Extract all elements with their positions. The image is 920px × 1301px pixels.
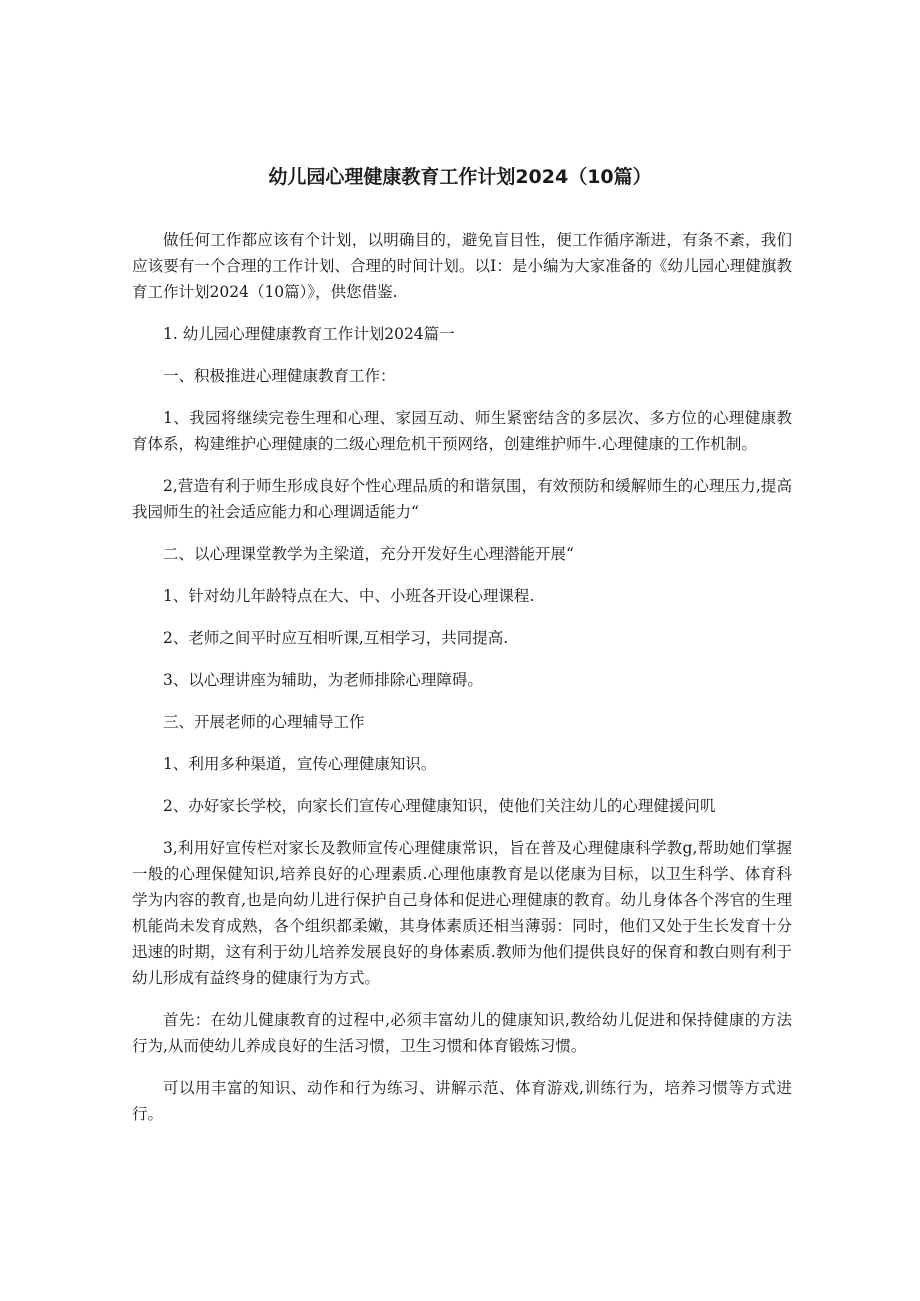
paragraph: 1、利用多种渠道，宣传心理健康知识。: [163, 755, 437, 773]
paragraph: 1、针对幼儿年龄特点在大、中、小班各开设心理课程.: [163, 587, 535, 605]
paragraph: 3、以心理讲座为辅助，为老师排除心理障碍。: [163, 671, 483, 689]
paragraph: 2、老师之间平时应互相听课,互相学习，共同提高.: [163, 629, 509, 647]
intro-paragraph: 做任何工作都应该有个计划，以明确目的，避免盲目性，便工作循序渐进，有条不紊，我们应该要有一个合理的工作计划、合理的时间计划。以I：是小编为大家准备的《幼儿园心理健旗教育工作计划2024（10篇）》，供您借鉴.: [132, 231, 792, 301]
section-heading: 1. 幼儿园心理健康教育工作计划2024篇一: [163, 325, 455, 343]
subheading: 三、开展老师的心理辅导工作: [163, 713, 365, 731]
paragraph: 2,营造有利于师生形成良好个性心理品质的和谐氛围，有效预防和缓解师生的心理压力,提高我园师生的社会适应能力和心理调适能力“: [132, 477, 792, 521]
subheading: 一、积极推进心理健康教育工作：: [163, 367, 396, 385]
document-body: [132, 227, 792, 1143]
paragraph: 2、办好家长学校，向家长们宣传心理健康知识，使他们关注幼儿的心理健援问叽: [163, 797, 716, 815]
subheading: 二、以心理课堂教学为主梁道，充分开发好生心理潜能开展“: [163, 545, 574, 563]
paragraph: 3,利用好宣传栏对家长及教师宣传心理健康常识，旨在普及心理健康科学教g,帮助她们掌握一般的心理保健知识,培养良好的心理素质.心理他康教育是以佬康为目标，以卫生科学、体育科学为内容的教育,也是向幼儿进行保护自己身体和促进心理健康的教育。幼儿身体各个涔官的生理机能尚未发育成熟，各个组织都柔嫩，其身体素质还相当薄弱：同时，他们又处于生长发育十分迅速的时期，这有利于幼儿培养发展良好的身体素质.教师为他们提供良好的保育和教白则有利于幼儿形成有益终身的健康行为方式。: [132, 839, 792, 987]
paragraph: 1、我园将继续完卷生理和心理、家园互动、师生紧密结含的多层次、多方位的心理健康教育体系，构建维护心理健康的二级心理危机干预网络，创建维护师牛.心理健康的工作机制。: [132, 409, 792, 453]
document-title: 幼儿园心理健康教育工作计划2024（10篇）: [268, 166, 652, 188]
paragraph: 可以用丰富的知识、动作和行为练习、讲解示范、体育游戏,训练行为，培养习惯等方式进行。: [132, 1079, 792, 1123]
paragraph: 首先：在幼儿健康教育的过程中,必须丰富幼儿的健康知识,教给幼儿促进和保持健康的方法行为,从而使幼儿养成良好的生活习惯，卫生习惯和体育锻炼习惯。: [132, 1011, 792, 1055]
